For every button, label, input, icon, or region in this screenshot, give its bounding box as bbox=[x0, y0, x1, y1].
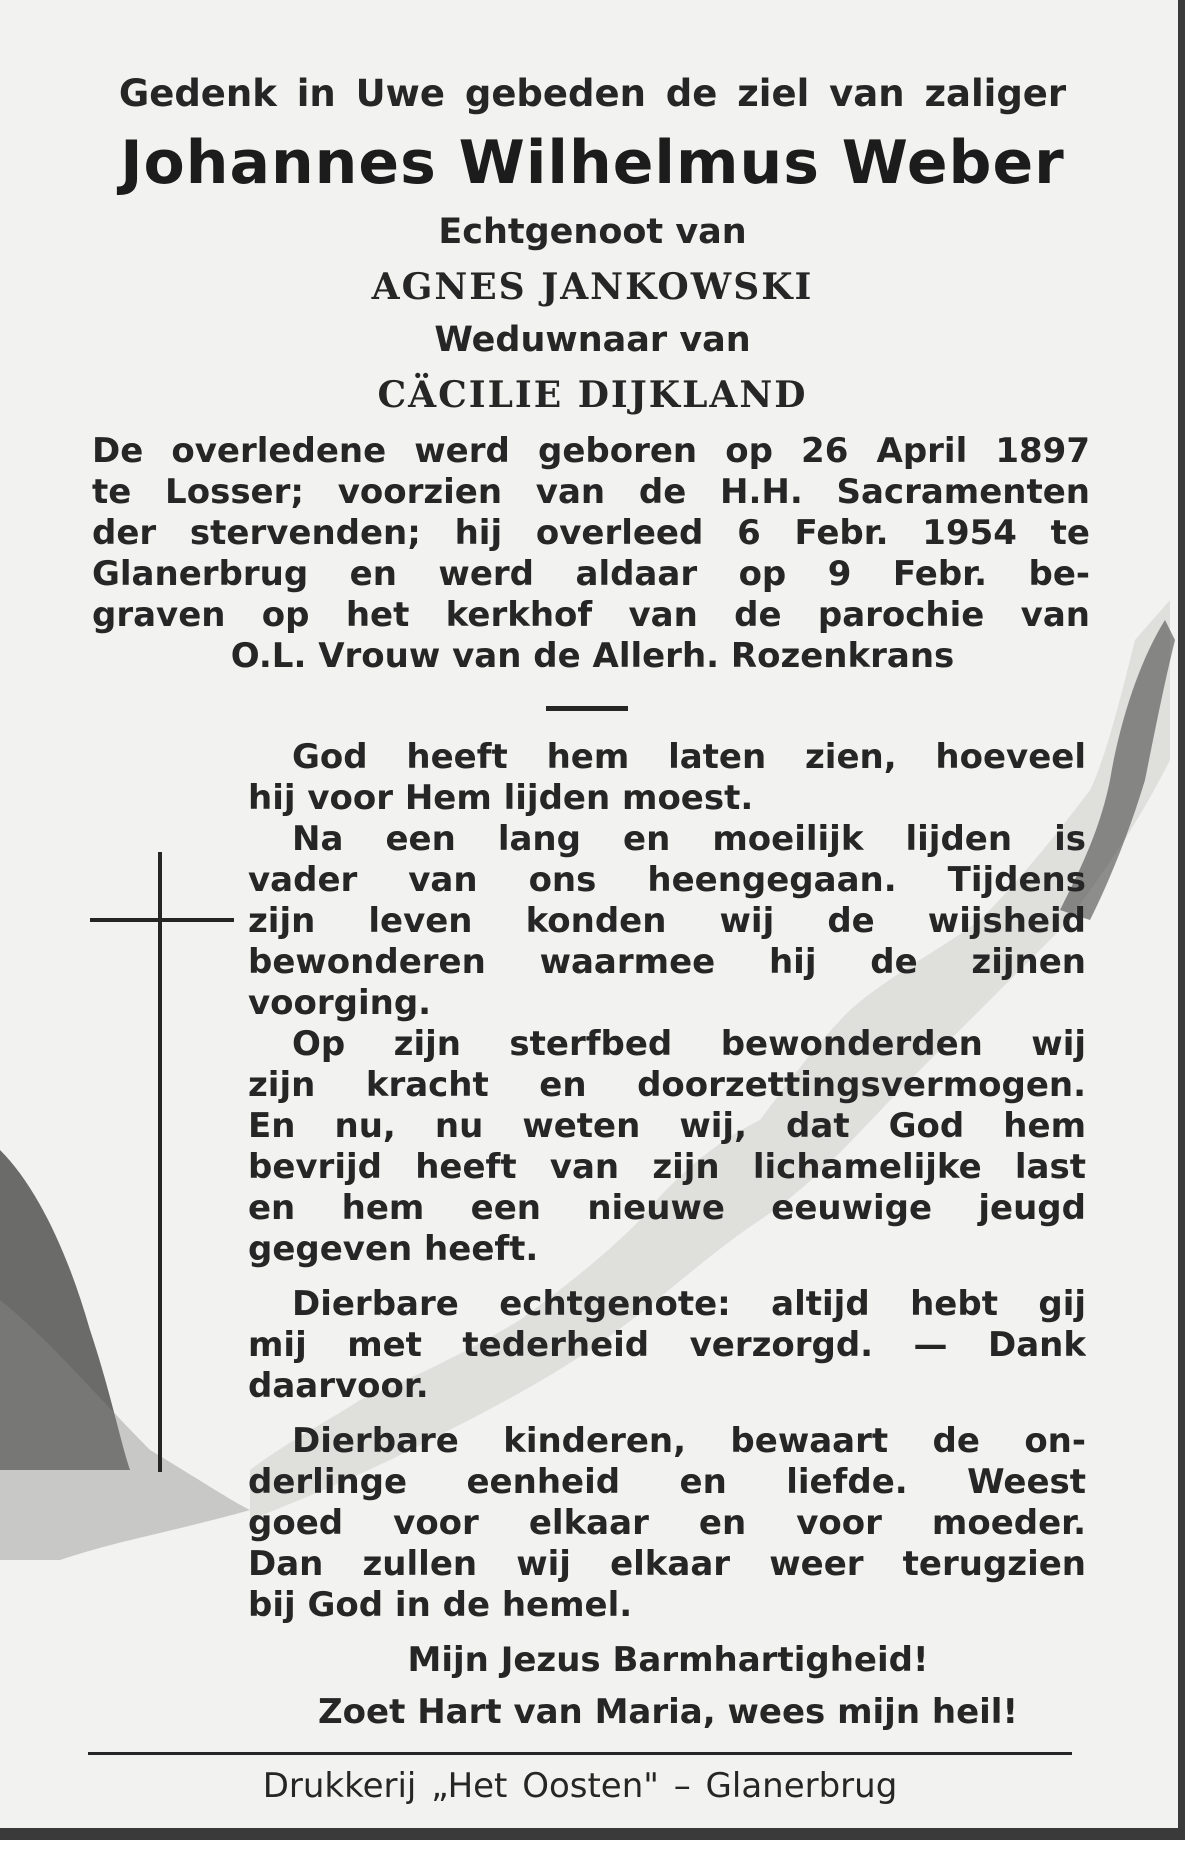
body-line: bewonderen waarmee hij de zijnen bbox=[248, 942, 1086, 982]
body-line: Na een lang en moeilijk lijden is bbox=[292, 819, 1086, 859]
body-line: derlinge eenheid en liefde. Weest bbox=[248, 1462, 1086, 1502]
cross-icon-horizontal bbox=[90, 918, 234, 922]
relation-spouse-label: Echtgenoot van bbox=[438, 212, 747, 252]
late-spouse-name: CÄCILIE DIJKLAND bbox=[377, 374, 808, 416]
body-line: zijn kracht en doorzettingsvermogen. bbox=[248, 1065, 1086, 1105]
intro-line: Gedenk in Uwe gebeden de ziel van zaliger bbox=[118, 72, 1067, 115]
body-line: Dierbare kinderen, bewaart de on- bbox=[292, 1421, 1086, 1461]
bio-line: De overledene werd geboren op 26 April 1897 bbox=[92, 431, 1090, 471]
bio-line: Glanerbrug en werd aldaar op 9 Febr. be- bbox=[92, 554, 1090, 594]
body-line: bij God in de hemel. bbox=[248, 1585, 633, 1625]
body-line: gegeven heeft. bbox=[248, 1229, 539, 1269]
body-line: Dierbare echtgenote: altijd hebt gij bbox=[292, 1284, 1086, 1324]
body-line: goed voor elkaar en voor moeder. bbox=[248, 1503, 1086, 1543]
spouse-name: AGNES JANKOWSKI bbox=[371, 266, 814, 308]
bio-last-line: O.L. Vrouw van de Allerh. Rozenkrans bbox=[230, 636, 955, 676]
card-edge-bottom bbox=[0, 1828, 1185, 1840]
body-line: en hem een nieuwe eeuwige jeugd bbox=[248, 1188, 1086, 1228]
body-line: vader van ons heengegaan. Tijdens bbox=[248, 860, 1086, 900]
prayer-line-1: Mijn Jezus Barmhartigheid! bbox=[407, 1640, 929, 1680]
body-line: daarvoor. bbox=[248, 1366, 429, 1406]
printer-credit: Drukkerij „Het Oosten" – Glanerbrug bbox=[262, 1766, 898, 1806]
separator-rule bbox=[546, 706, 628, 711]
bio-line: te Losser; voorzien van de H.H. Sacramenten bbox=[92, 472, 1090, 512]
body-line: bevrijd heeft van zijn lichamelijke last bbox=[248, 1147, 1086, 1187]
body-line: zijn leven konden wij de wijsheid bbox=[248, 901, 1086, 941]
body-line: En nu, nu weten wij, dat God hem bbox=[248, 1106, 1086, 1146]
footer-rule bbox=[88, 1752, 1072, 1755]
body-line: mij met tederheid verzorgd. — Dank bbox=[248, 1325, 1086, 1365]
body-line: Op zijn sterfbed bewonderden wij bbox=[292, 1024, 1086, 1064]
relation-widower-label: Weduwnaar van bbox=[434, 320, 751, 360]
body-line: hij voor Hem lijden moest. bbox=[248, 778, 754, 818]
bio-line: graven op het kerkhof van de parochie van bbox=[92, 595, 1090, 635]
body-line: God heeft hem laten zien, hoeveel bbox=[292, 737, 1086, 777]
cross-icon-vertical bbox=[158, 852, 162, 1472]
body-line: Dan zullen wij elkaar weer terugzien bbox=[248, 1544, 1086, 1584]
prayer-line-2: Zoet Hart van Maria, wees mijn heil! bbox=[318, 1692, 1018, 1732]
deceased-name: Johannes Wilhelmus Weber bbox=[120, 128, 1065, 198]
bio-line: der stervenden; hij overleed 6 Febr. 1954 te bbox=[92, 513, 1090, 553]
body-line: voorging. bbox=[248, 983, 432, 1023]
